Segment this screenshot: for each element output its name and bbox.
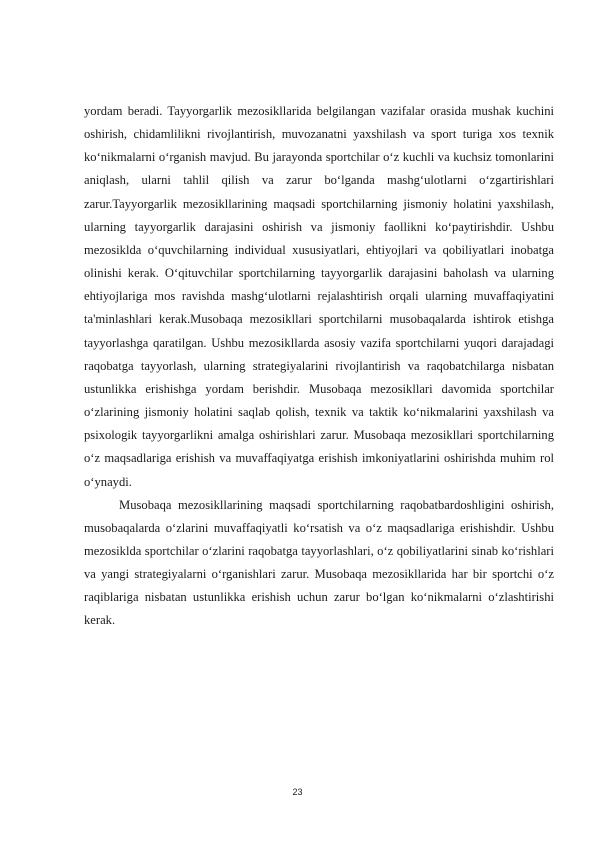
- paragraph-1: yordam beradi. Tayyorgarlik mezosikllarida belgilangan vazifalar orasida mushak kuchini oshirish, chidamlilikni rivojlantirish, muvozanatni yaxshilash va sport turiga xos texnik ko‘nikmalarni o‘rganish mavjud. Bu jarayonda sportchilar o‘z kuchli va kuchsiz tomonlarini aniqlash, ularni tahlil qilish va zarur bo‘lganda mashg‘ulotlarni o‘zgartirishlari zarur.Tayyorgarlik mezosikllarining maqsadi sportchilarning jismoniy holatini yaxshilash, ularning tayyorgarlik darajasini oshirish va jismoniy faollikni ko‘paytirishdir. Ushbu mezosiklda o‘quvchilarning individual xususiyatlari, ehtiyojlari va qobiliyatlari inobatga olinishi kerak. O‘qituvchilar sportchilarning tayyorgarlik darajasini baholash va ularning ehtiyojlariga mos ravishda mashg‘ulotlarni rejalashtirish orqali ularning muvaffaqiyatini ta'minlashlari kerak.Musobaqa mezosikllari sportchilarni musobaqalarda ishtirok etishga tayyorlashga qaratilgan. Ushbu mezosikllarda asosiy vazifa sportchilarni yuqori darajadagi raqobatga tayyorlash, ularning strategiyalarini rivojlantirish va raqobatchilarga nisbatan ustunlikka erishishga yordam berishdir. Musobaqa mezosikllari davomida sportchilar o‘zlarining jismoniy holatini saqlab qolish, texnik va taktik ko‘nikmalarini yaxshilash va psixologik tayyorgarlikni amalga oshirishlari zarur. Musobaqa mezosikllari sportchilarning o‘z maqsadlariga erishish va muvaffaqiyatga erishish imkoniyatlarini oshirishda muhim rol o‘ynaydi.: [84, 104, 554, 489]
- page-number: 23: [292, 787, 303, 797]
- paragraph-2: Musobaqa mezosikllarining maqsadi sportchilarning raqobatbardoshligini oshirish, musobaqalarda o‘zlarini muvaffaqiyatli ko‘rsatish va o‘z maqsadlariga erishishdir. Ushbu mezosiklda sportchilar o‘zlarini raqobatga tayyorlashlari, o‘z qobiliyatlarini sinab ko‘rishlari va yangi strategiyalarni o‘rganishlari zarur. Musobaqa mezosikllarida har bir sportchi o‘z raqiblariga nisbatan ustunlikka erishish uchun zarur bo‘lgan ko‘nikmalarni o‘zlashtirishi kerak.: [84, 497, 554, 628]
- body-text: [84, 100, 554, 633]
